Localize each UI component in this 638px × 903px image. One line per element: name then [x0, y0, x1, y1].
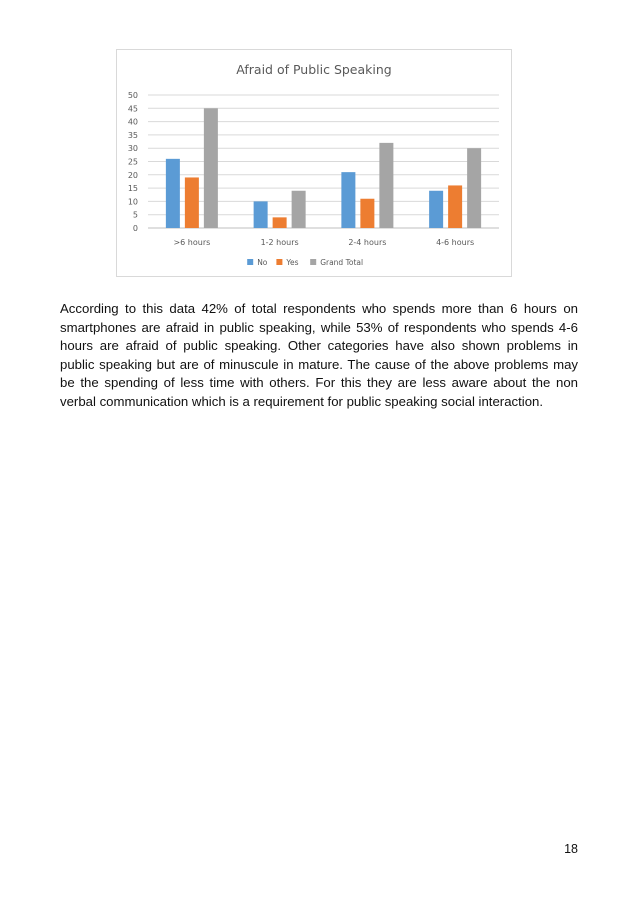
x-tick-label: 1-2 hours: [260, 238, 299, 247]
bar-yes: [448, 185, 462, 228]
bar-no: [254, 201, 268, 228]
chart-title: Afraid of Public Speaking: [236, 62, 392, 77]
y-tick-label: 15: [127, 184, 138, 194]
y-tick-label: 10: [127, 197, 138, 207]
page-number: 18: [564, 842, 578, 856]
y-tick-label: 25: [127, 157, 138, 167]
bar-yes: [273, 217, 287, 228]
bar-grand-total: [379, 143, 393, 228]
chart-frame: [116, 49, 512, 277]
y-tick-label: 40: [127, 117, 138, 127]
legend-swatch: [247, 259, 253, 265]
legend-label: Grand Total: [320, 258, 364, 267]
y-tick-label: 30: [127, 144, 138, 154]
y-tick-label: 20: [127, 170, 138, 180]
x-tick-label: 4-6 hours: [436, 238, 475, 247]
bar-grand-total: [467, 148, 481, 228]
bar-grand-total: [204, 108, 218, 228]
bar-yes: [185, 177, 199, 228]
bar-no: [166, 159, 180, 228]
bar-yes: [360, 199, 374, 228]
y-tick-label: 45: [127, 104, 138, 114]
bar-chart: [117, 50, 511, 276]
x-tick-label: >6 hours: [173, 238, 211, 247]
bar-no: [429, 191, 443, 228]
bar-grand-total: [292, 191, 306, 228]
y-tick-label: 50: [127, 91, 138, 100]
legend-label: No: [257, 258, 268, 267]
x-tick-label: 2-4 hours: [348, 238, 387, 247]
y-tick-label: 35: [127, 130, 138, 140]
bar-no: [341, 172, 355, 228]
legend-label: Yes: [286, 258, 299, 267]
legend-swatch: [310, 259, 316, 265]
body-paragraph: According to this data 42% of total respondents who spends more than 6 hours on smartphones are afraid in public speaking, while 53% of respondents who spends 4-6 hours are afraid of public speaking. Other categories have also shown problems in public speaking but are of minuscule in mature. The cause of the above problems may be the spending of less time with others. For this they are less aware about the non verbal communication which is a requirement for public speaking social interaction.: [60, 301, 578, 409]
y-tick-label: 5: [132, 210, 138, 220]
legend-swatch: [276, 259, 282, 265]
y-tick-label: 0: [132, 224, 138, 233]
